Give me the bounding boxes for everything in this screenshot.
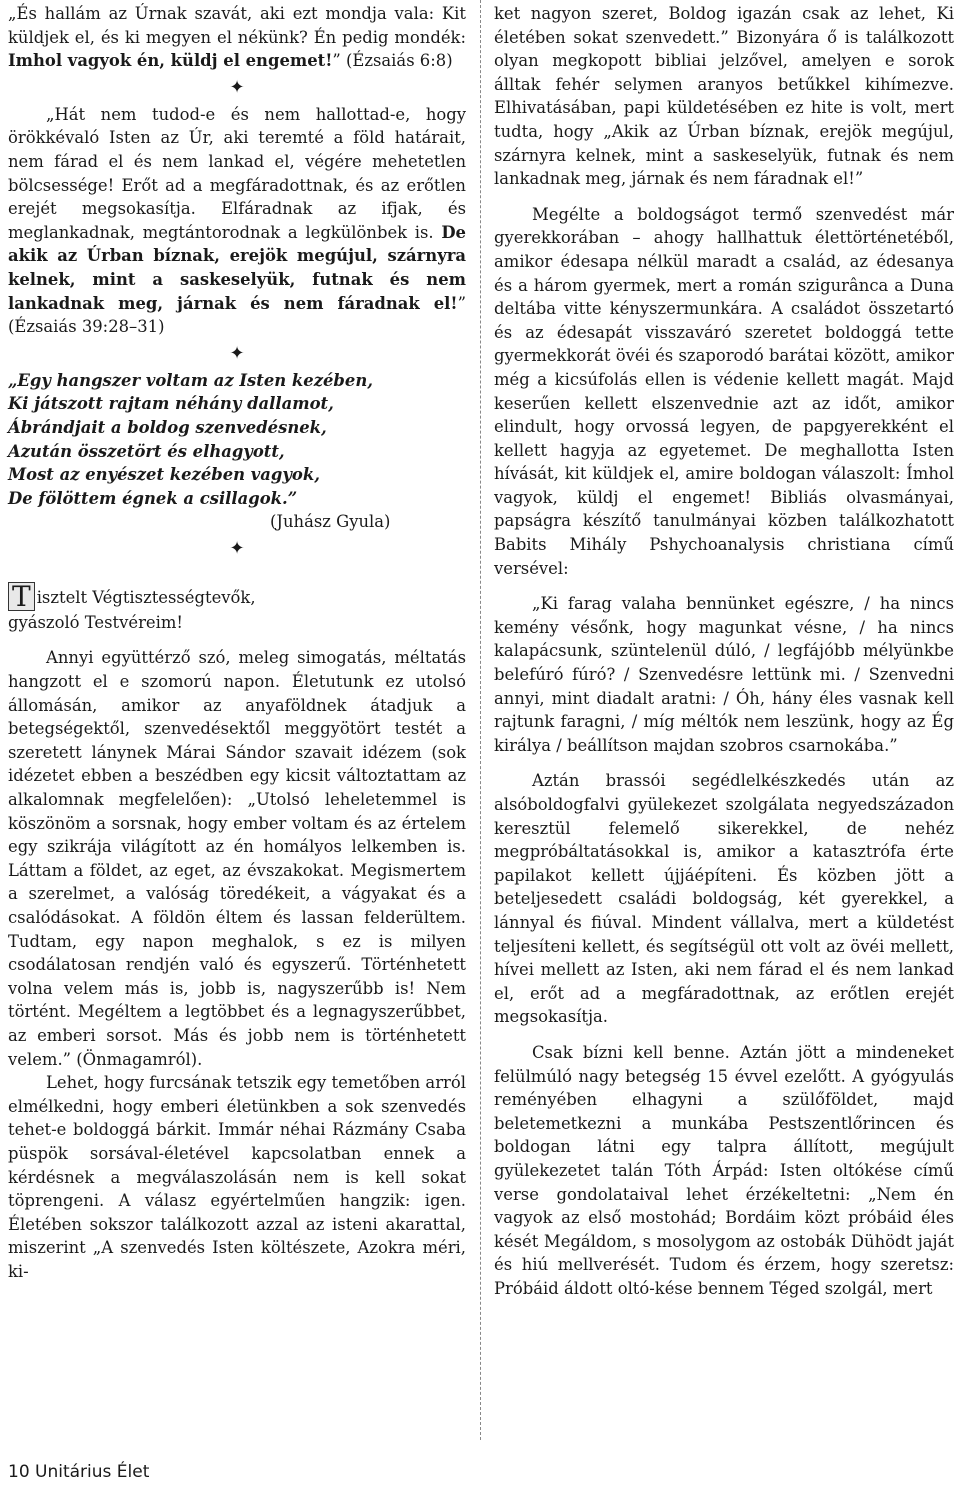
star-ornament-icon: ✦ <box>229 342 245 364</box>
body-paragraph: Csak bízni kell benne. Aztán jött a mindeneket felülmúló nagy betegség 15 évvel ezelőtt. A gyógyulás reményében elhagyni a szülőföldet, majd beletemetkezni a munkába Pestszentlőrincen és boldogan látni egy talpra állított, megújult gyülekezetet talán Tóth Árpád: Isten oltókése című verse gondolataival lehet érzékeltetni: „Nem én vagyok az első mostohád; Bordáim közt próbáid éles kését Megáldom, s mosolygom az ostobák Dühödt jaját és hiú mellverését. Tudom és érzem, hogy szeretsz: Próbáid áldott oltó-kése bennem Téged szolgál, mert <box>494 1042 954 1298</box>
poem-line: Most az enyészet kezében vagyok, <box>8 465 320 485</box>
poem-line: De fölöttem égnek a csillagok.” <box>8 488 298 508</box>
poem-line: Azután összetört és elhagyott, <box>8 441 285 461</box>
quote-reference: ” (Ézsaiás 39:28–31) <box>8 293 466 337</box>
poem-quote: „Ki farag valaha bennünket egészre, / ha nincs kemény vésőnk, hogy magunkat vésne, / ha nincs kalapácsunk, szüntelenül dúló, / legfájóbb mélyünkbe belefúró fúró? / Szenvedésre lettünk mi. / Szenvedni annyi, mint diadalt aratni: / Óh, hány éles vasnak kell rajtunk faragni, / míg méltók nem leszünk, hogy az Ég királya / beállítson majdan szobros csarnokába.” <box>494 594 954 755</box>
greeting <box>8 579 466 635</box>
right-column <box>494 2 954 1300</box>
body-paragraph: Aztán brassói segédlelkészkedés után az alsóboldogfalvi gyülekezet szolgálata negyedszázadon keresztül felemelő sikerekkel, de nehéz megpróbáltatásokkal is, amikor a katasztrófa érte papilakot kellett újjáépíteni. És közben jött a beteljesedett családi boldogság, két gyerekkel, a lánnyal és fiúval. Mindent vállalva, mert a küldetést teljesíteni kellett, és segítségül ott volt az övéi mellett, hívei mellett az Isten, aki nem fárad el és nem lankad el, erőt ad a megfáradottnak, az erőtlen erejét megsokasítja. <box>494 771 954 1027</box>
column-divider <box>480 0 481 1440</box>
bible-quote-1 <box>8 2 466 73</box>
left-column <box>8 2 466 1284</box>
bible-quote-2 <box>8 103 466 339</box>
poem-author: (Juhász Gyula) <box>270 512 391 532</box>
body-paragraph: Megélte a boldogságot termő szenvedést már gyerekkorában – ahogy hallhattuk élettörténetéből, amikor édesapa nélkül maradt a család, az édesanya és a három gyermek, mert a román szigurânca a Duna deltába vitte kényszermunkára. A családot összetartó és az édesapát visszaváró szeretet boldoggá tette gyermekkorát övéi és szaporodó barátai között, amikor még a kicsúfolás ellen is védenie kellett magát. Majd keserűen kellett elszenvednie azt az időt, amikor elindult, hogy orvossá legyen, de papgyerekként el kellett hagyja az egyetemet. De meghallotta Isten hívását, kit küldjek el, amire boldogan válaszolt: Ímhol vagyok, küldj el engemet! Bibliás olvasmányai, papságra készítő tanulmányai közben találkozhatott Babits Mihály Pshychoanalysis christiana című versével: <box>494 204 954 578</box>
poem <box>8 369 466 511</box>
poem-line: Ábrándjait a boldog szenvedésnek, <box>8 417 327 437</box>
greeting-line: isztelt Végtisztességtevők, <box>36 587 256 607</box>
poem-line: Ki játszott rajtam néhány dallamot, <box>8 394 334 414</box>
poem-line: „Egy hangszer voltam az Isten kezében, <box>8 370 373 390</box>
star-ornament-icon: ✦ <box>229 76 245 98</box>
body-paragraph: ket nagyon szeret, Boldog igazán csak az lehet, Ki életében sokat szenvedett.” Bizonyára ő is találkozott olyan megkopott bibliai jelzővel, amelyen e sorok álltak fehér selymen aranyos betűkkel kihímezve. Elhivatásában, papi küldetésében ez hite is volt, mert tudta, hogy „Akik az Úrban bíznak, erejök megújul, szárnyra kelnek, mint a saskeselyük, futnak és nem lankadnak meg, járnak és nem fáradnak el!” <box>494 4 954 189</box>
quote-emphasis: Imhol vagyok én, küldj el engemet! <box>8 51 333 71</box>
body-paragraph: Annyi együttérző szó, meleg simogatás, méltatás hangzott el e szomorú napon. Életutunk ez utolsó állomásán, amikor az anyaföldnek átadjuk a betegségektől, szenvedésektől meggyötört testét a szeretett lánynek Márai Sándor szavait idézem (sok idézetet ebben a beszédben egy kicsit változtattam az alkalomnak megfelelően): „Utolsó leheletemmel is köszönöm a sorsnak, hogy ember voltam és az értelem egy szikrája világított az én homályos lelkemben is. Láttam a földet, az eget, az évszakokat. Megismertem a szerelmet, a valóság töredékeit, a vágyakat és a csalódásokat. A földön éltem és lassan felderültem. Tudtam, egy napon meghalok, s ez is milyen csodálatosan rendjén való és egyszerű. Történhetett volna velem más is, jobb is, nagyszerűbb is! Nem történt. Megéltem a legtöbbet és a legnagyszerűbbet, az emberi sorsot. Más és jobb nem is történhetett velem.” (Önmagamról). <box>8 648 466 1069</box>
quote-text: „Hát nem tudod-e és nem hallottad-e, hogy örökkévaló Isten az Úr, aki teremté a föld határait, nem fárad el és nem lankad el, végére mehetetlen bölcsessége! Erőt ad a megfáradottnak, és az erőtlen erejét megsokasítja. Elfáradnak az ifjak, és meglankadnak, megtántorodnak a legkülönbek is. <box>8 104 466 242</box>
quote-emphasis: De akik az Úrban bíznak, erejök megújul, szárnyra kelnek, mint a saskeselyük, futnak és nem lankadnak meg, járnak és nem fáradnak el! <box>8 222 466 313</box>
star-ornament-icon: ✦ <box>229 537 245 559</box>
quote-text: „És hallám az Úrnak szavát, aki ezt mondja vala: Kit küldjek el, és ki megyen el nékünk? Én pedig mondék: <box>8 4 466 47</box>
page-footer: 10 Unitárius Élet <box>8 1462 150 1482</box>
quote-reference: ” (Ézsaiás 6:8) <box>332 51 453 71</box>
drop-cap: T <box>8 582 35 611</box>
body-paragraph: Lehet, hogy furcsának tetszik egy temetőben arról elmélkedni, hogy emberi életünkben a sok szenvedés tehet-e boldoggá bárkit. Immár néhai Rázmány Csaba püspök sorsával-életével kapcsolatban ennek a kérdésnek a megválaszolásán nem is kell sokat töprengeni. A válasz egyértelműen hangzik: igen. Életében sokszor találkozott azzal az isteni akarattal, miszerint „A szenvedés Isten költészete, Azokra méri, ki- <box>8 1073 466 1281</box>
greeting-line: gyászoló Testvéreim! <box>8 612 183 632</box>
